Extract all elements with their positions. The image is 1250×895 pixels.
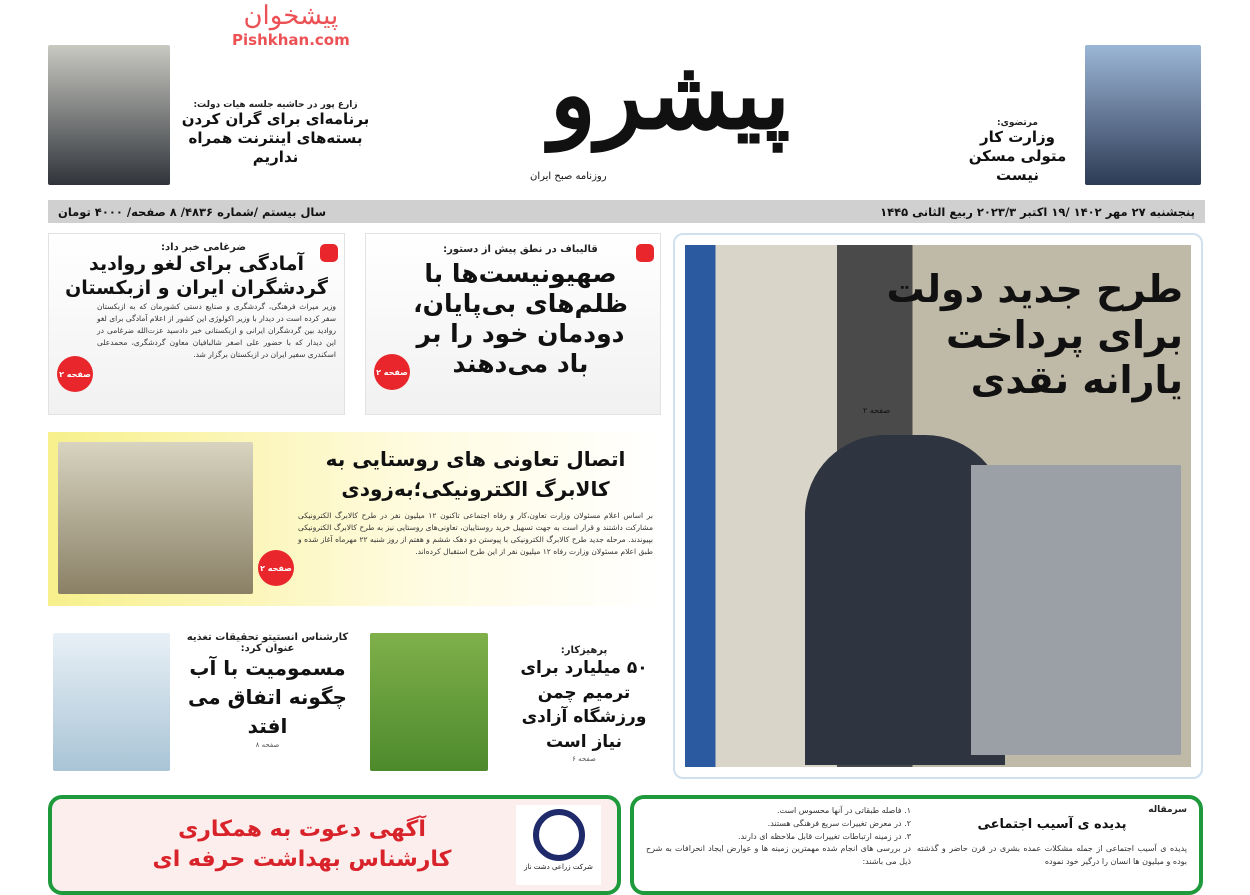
kicker: ضرغامی خبر داد:: [161, 242, 246, 253]
headline: برنامه‌ای برای گران کردن بسته‌های اینترنت همراه نداریم: [181, 110, 370, 166]
issue-date: پنجشنبه ۲۷ مهر ۱۴۰۲ /۱۹ اکتبر ۲۰۲۳/۳ ربیع الثانی ۱۴۴۵: [880, 204, 1195, 219]
water-photo: [53, 633, 170, 771]
watermark-url: Pishkhan.com: [232, 30, 350, 49]
page-badge[interactable]: صفحه ۲: [374, 354, 410, 390]
editorial-list-item: ۳. در زمینه ارتباطات تغییرات قابل ملاحظه ای دارند.: [738, 831, 911, 841]
date-bar: [48, 200, 1205, 223]
ad-logo: [516, 805, 601, 885]
masthead-logo: [530, 20, 810, 190]
job-ad[interactable]: [48, 795, 621, 895]
editorial-left: [646, 805, 911, 869]
red-marker: [320, 244, 338, 262]
editorial-body: پدیده ی آسیب اجتماعی از جمله مشکلات عمده بشری در قرن حاضر و گذشته بوده و میلیون ها انسان را درگیر خود نموده: [917, 844, 1187, 867]
watermark: [232, 2, 350, 49]
body-text: بر اساس اعلام مسئولان وزارت تعاون،کار و رفاه اجتماعی تاکنون ۱۲ میلیون نفر در طرح کالابرگ الکترونیکی مشارکت داشتند و قرار است به جهت تسهیل خرید روستاییان، تعاونی‌های روستایی نیز به طرح کالابرگ الکترونیکی بپیوندند. مرحله جدید طرح کالابرگ الکترونیکی با پیوستن دو دهک ششم و هفتم از روز شنبه ۲۲ مهرماه آغاز شده و طبق اعلام مسئولان وزارت رفاه ۱۲ میلیون نفر از این طرح استقبال کرده‌اند.: [298, 511, 653, 556]
header-left-story[interactable]: [178, 100, 373, 166]
editorial-headline: پدیده ی آسیب اجتماعی: [977, 817, 1127, 832]
zarepour-photo: [48, 45, 170, 185]
kicker: زارع پور در حاشیه جلسه هیات دولت:: [193, 100, 358, 110]
page-ref: صفحه ۸: [255, 741, 280, 749]
headline: وزارت کار متولی مسکن نیست: [968, 128, 1067, 184]
kalabarg-text: [298, 444, 653, 558]
page-badge[interactable]: صفحه ۲: [57, 356, 93, 392]
page-ref: صفحه ۶: [572, 754, 596, 763]
kicker: کارشناس انستیتو تحقیقات تغذیه عنوان کرد:: [186, 632, 349, 654]
story-kalabarg[interactable]: [48, 432, 661, 606]
editorial-list-item: ۱. فاصله طبقاتی در آنها محسوس است.: [776, 806, 911, 815]
kicker: مرتضوی:: [997, 118, 1038, 128]
lead-story[interactable]: [673, 233, 1203, 779]
body-text: وزیر میراث فرهنگی، گردشگری و صنایع دستی کشورمان که به ازبکستان سفر کرده است در دیدار با وزیر اکولوژی این کشور از اعلام آمادگی برای لغو روادید بین گردشگران ایرانی و ازبکستانی خبر دادسید عزت‌الله ضرغامی در این دیدار که با حضور علی اصغر شالبافیان معاون گردشگری، محمدعلی اسکندری سفیر ایران در ازبکستان برگزار شد.: [97, 301, 336, 359]
red-marker: [636, 244, 654, 262]
headline: آمادگی برای لغو روادید گردشگران ایران و ازبکستان: [65, 253, 328, 299]
kicker: پرهیزکار:: [560, 645, 608, 656]
lead-headline: طرح جدید دولت برای پرداخت یارانه نقدی: [886, 267, 1183, 403]
shop-photo: [58, 442, 253, 594]
logo-text: پیشرو: [549, 38, 791, 151]
lead-page-ref: صفحه ۲: [863, 405, 891, 415]
ad-title-line2: کارشناس بهداشت حرفه ای: [152, 846, 452, 872]
story-ghalibaf[interactable]: [365, 233, 661, 415]
kicker: قالیباف در نطق پیش از دستور:: [443, 244, 598, 255]
page-badge[interactable]: صفحه ۲: [258, 550, 294, 586]
headline: ۵۰ میلیارد برای ترمیم چمن ورزشگاه آزادی نیاز است: [520, 658, 648, 752]
headline: مسمومیت با آب چگونه اتفاق می افتد: [188, 656, 347, 738]
headline: اتصال تعاونی های روستایی به کالابرگ الکترونیکی؛به‌زودی: [325, 447, 626, 501]
football-photo: [370, 633, 488, 771]
story-water[interactable]: [185, 632, 350, 749]
editorial-list-item: ۲. در معرض تغییرات سریع فرهنگی هستند.: [767, 818, 911, 828]
ad-title-line1: آگهی دعوت به همکاری: [178, 817, 426, 842]
logo-subtitle: روزنامه صبح ایران: [530, 171, 607, 182]
story-stadium[interactable]: [520, 645, 648, 763]
mortazavi-photo: [1085, 45, 1201, 185]
ad-title: [112, 815, 492, 874]
watermark-logo: پیشخوان: [243, 1, 339, 31]
company-logo-icon: [533, 809, 585, 861]
editorial-list-tail: در بررسی های انجام شده مهمترین زمینه ها و عوارض ایجاد انحرافات به شرح ذیل می باشند:: [646, 844, 911, 867]
editorial-right: [917, 805, 1187, 869]
atm-machine: [971, 465, 1181, 755]
story-zarghami[interactable]: [48, 233, 345, 415]
header-right-story[interactable]: [955, 118, 1080, 184]
company-name: شرکت زراعی دشت ناز: [524, 863, 593, 871]
editorial-label: سرمقاله: [1148, 805, 1187, 815]
editorial[interactable]: [630, 795, 1203, 895]
lead-photo: [685, 245, 1191, 767]
lead-text: [863, 267, 1183, 415]
issue-info: سال بیستم /شماره ۴۸۳۶/ ۸ صفحه/ ۴۰۰۰ تومان: [58, 204, 327, 219]
headline: صهیونیست‌ها با ظلم‌های بی‌پایان، دودمان خود را بر باد می‌دهند: [413, 259, 628, 378]
